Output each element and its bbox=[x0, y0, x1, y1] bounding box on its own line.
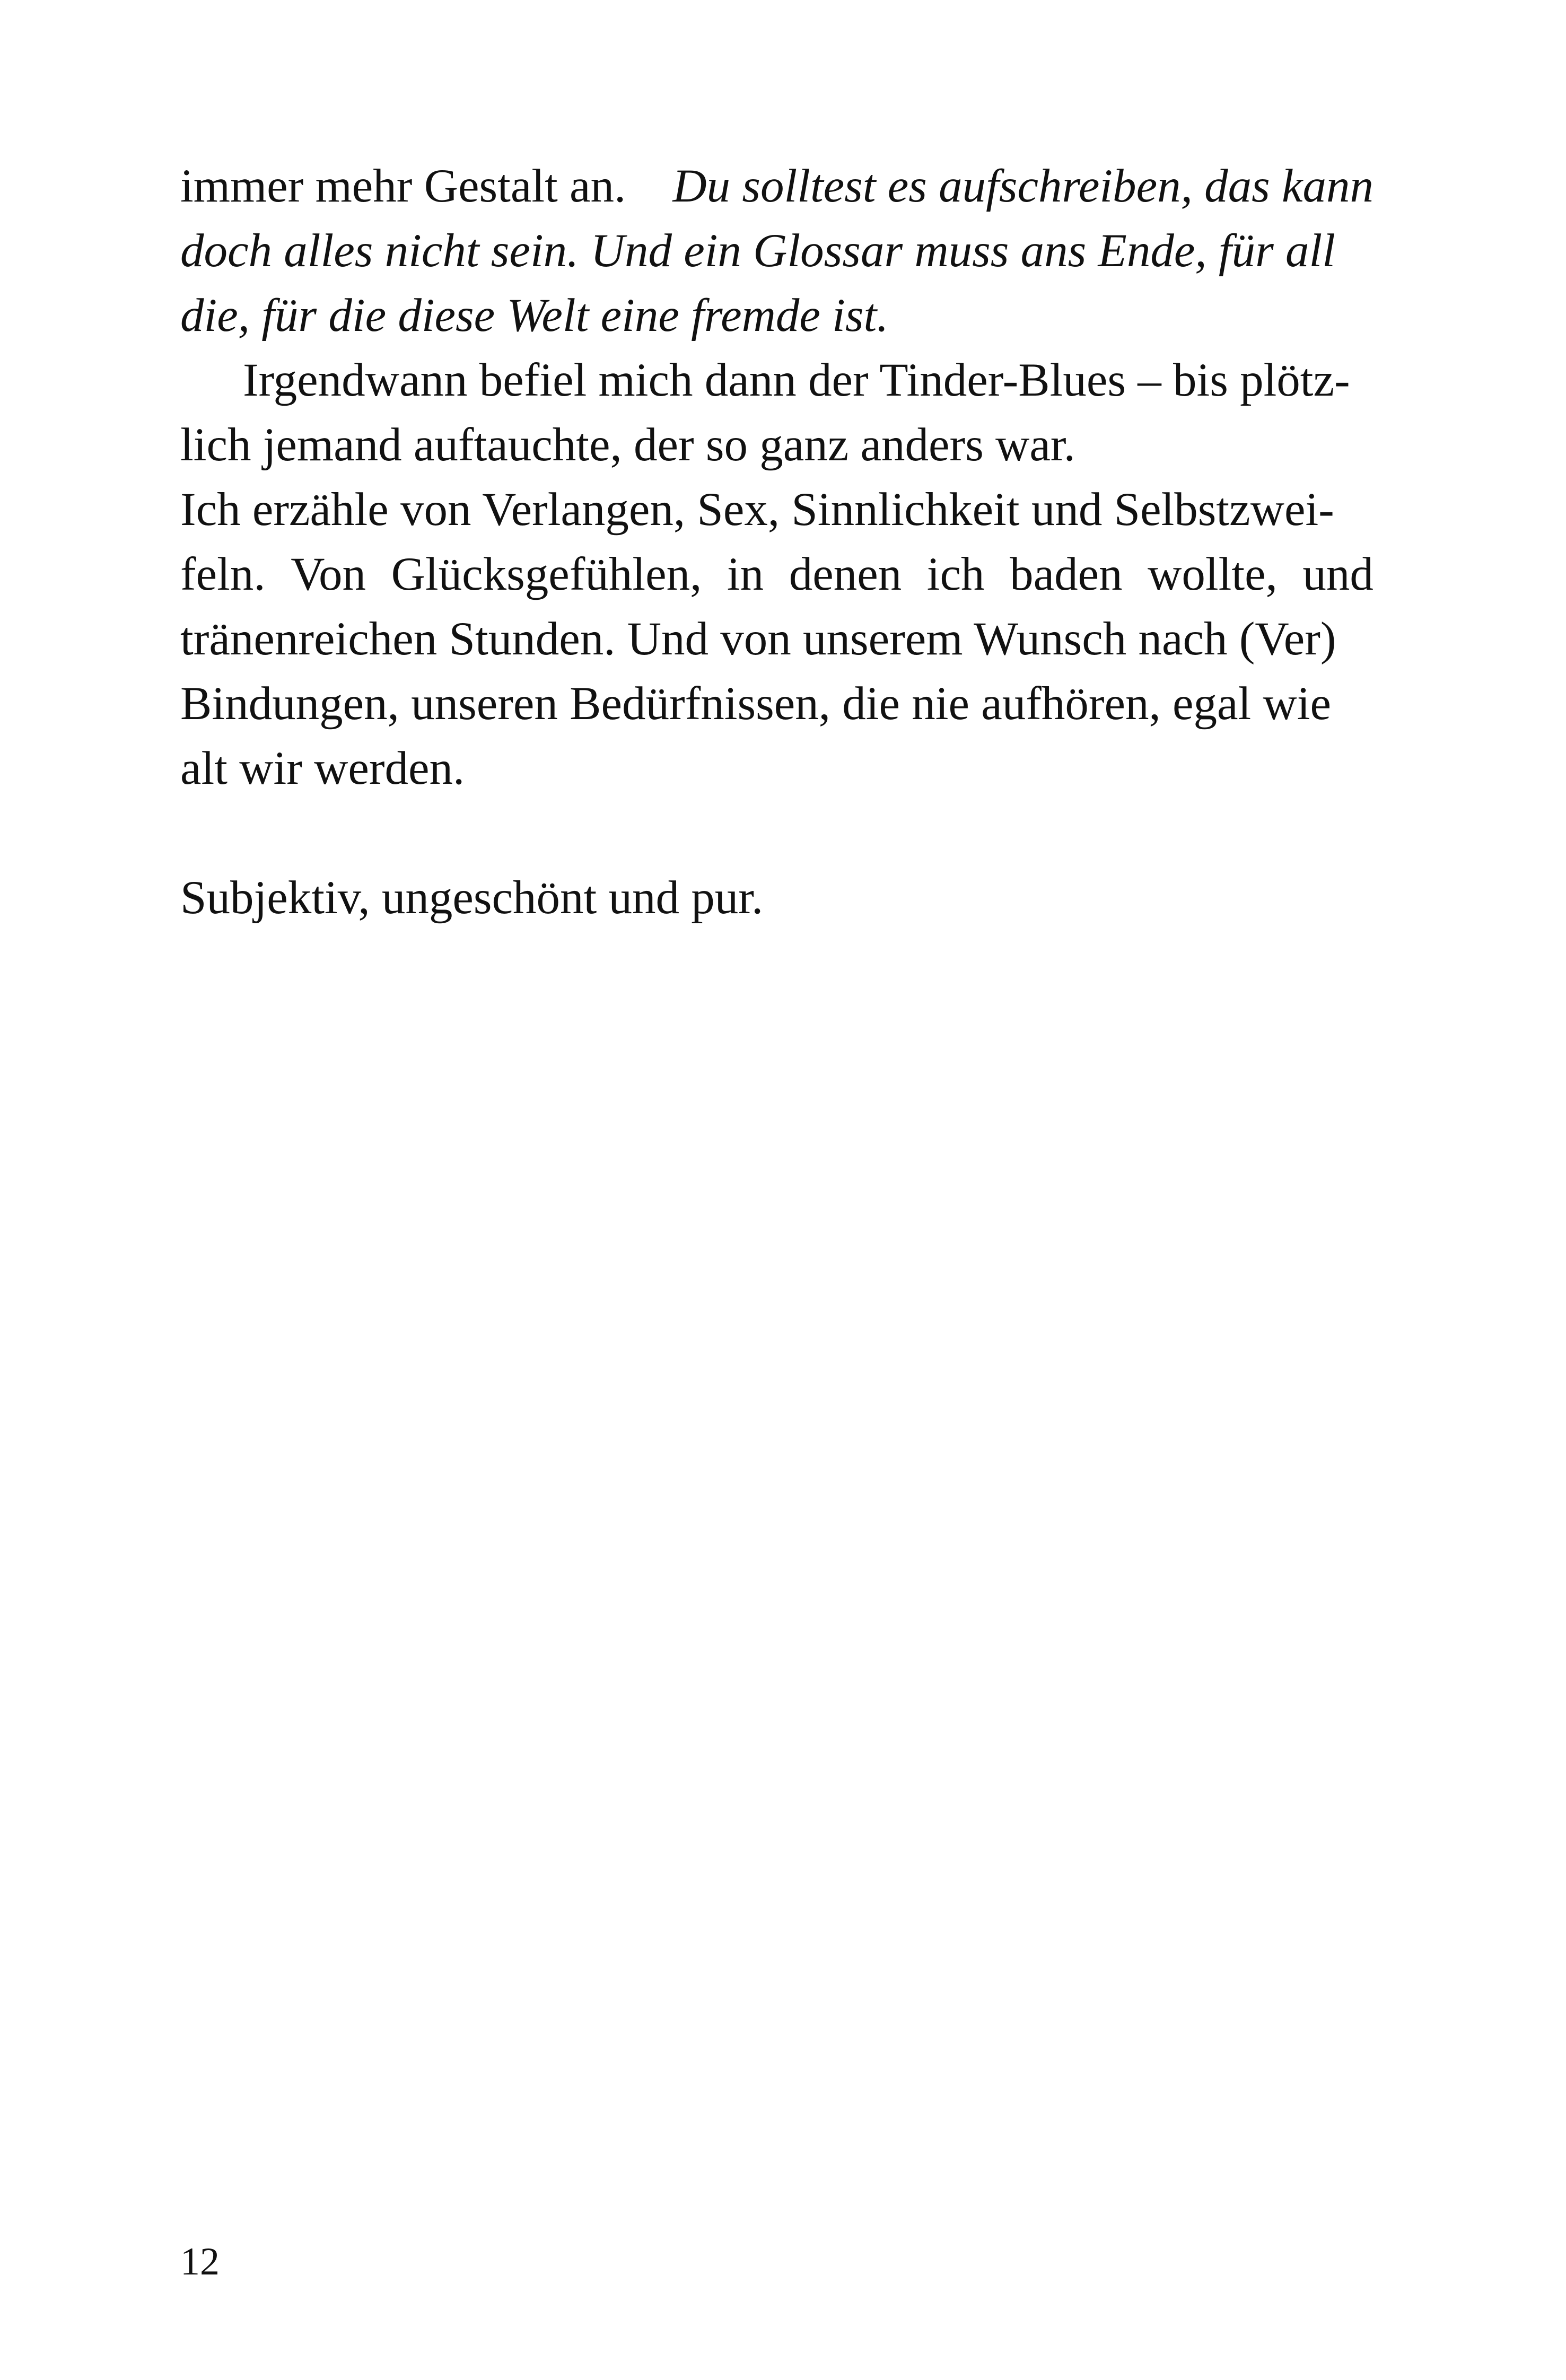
paragraph-start-line: Ich erzähle von Verlangen, Sex, Sinnlichkeit und Selbstzwei- bbox=[180, 484, 1334, 536]
word: feln. bbox=[180, 548, 266, 600]
paragraph-start-line: Irgendwann befiel mich dann der Tinder-Blues – bis plötz- bbox=[243, 354, 1350, 406]
text-line: alt wir werden. bbox=[180, 742, 465, 794]
word: Von bbox=[291, 548, 366, 600]
word: ich bbox=[926, 548, 985, 600]
text-line: lich jemand auftauchte, der so ganz anders war. bbox=[180, 419, 1075, 471]
word: baden bbox=[1010, 548, 1123, 600]
italic-text-line: die, für die diese Welt eine fremde ist. bbox=[180, 290, 889, 342]
text-segment: immer mehr Gestalt an. bbox=[180, 160, 626, 212]
text-line: tränenreichen Stunden. Und von unserem Wunsch nach (Ver) bbox=[180, 613, 1336, 665]
word: wollte, bbox=[1148, 548, 1278, 600]
page-number: 12 bbox=[180, 2240, 220, 2283]
italic-text-segment: Du solltest es aufschreiben, das kann bbox=[672, 160, 1373, 212]
text-line bbox=[180, 154, 1373, 218]
word: und bbox=[1302, 548, 1373, 600]
italic-text-line: doch alles nicht sein. Und ein Glossar muss ans Ende, für all bbox=[180, 225, 1335, 277]
word: denen bbox=[789, 548, 902, 600]
body-text bbox=[180, 154, 1373, 930]
text-line: Bindungen, unseren Bedürfnissen, die nie aufhören, egal wie bbox=[180, 678, 1331, 730]
justified-text-line bbox=[180, 542, 1373, 607]
word: in bbox=[727, 548, 764, 600]
closing-line: Subjektiv, ungeschönt und pur. bbox=[180, 872, 764, 924]
paragraph-gap bbox=[180, 801, 1373, 865]
word: Glücksgefühlen, bbox=[391, 548, 702, 600]
